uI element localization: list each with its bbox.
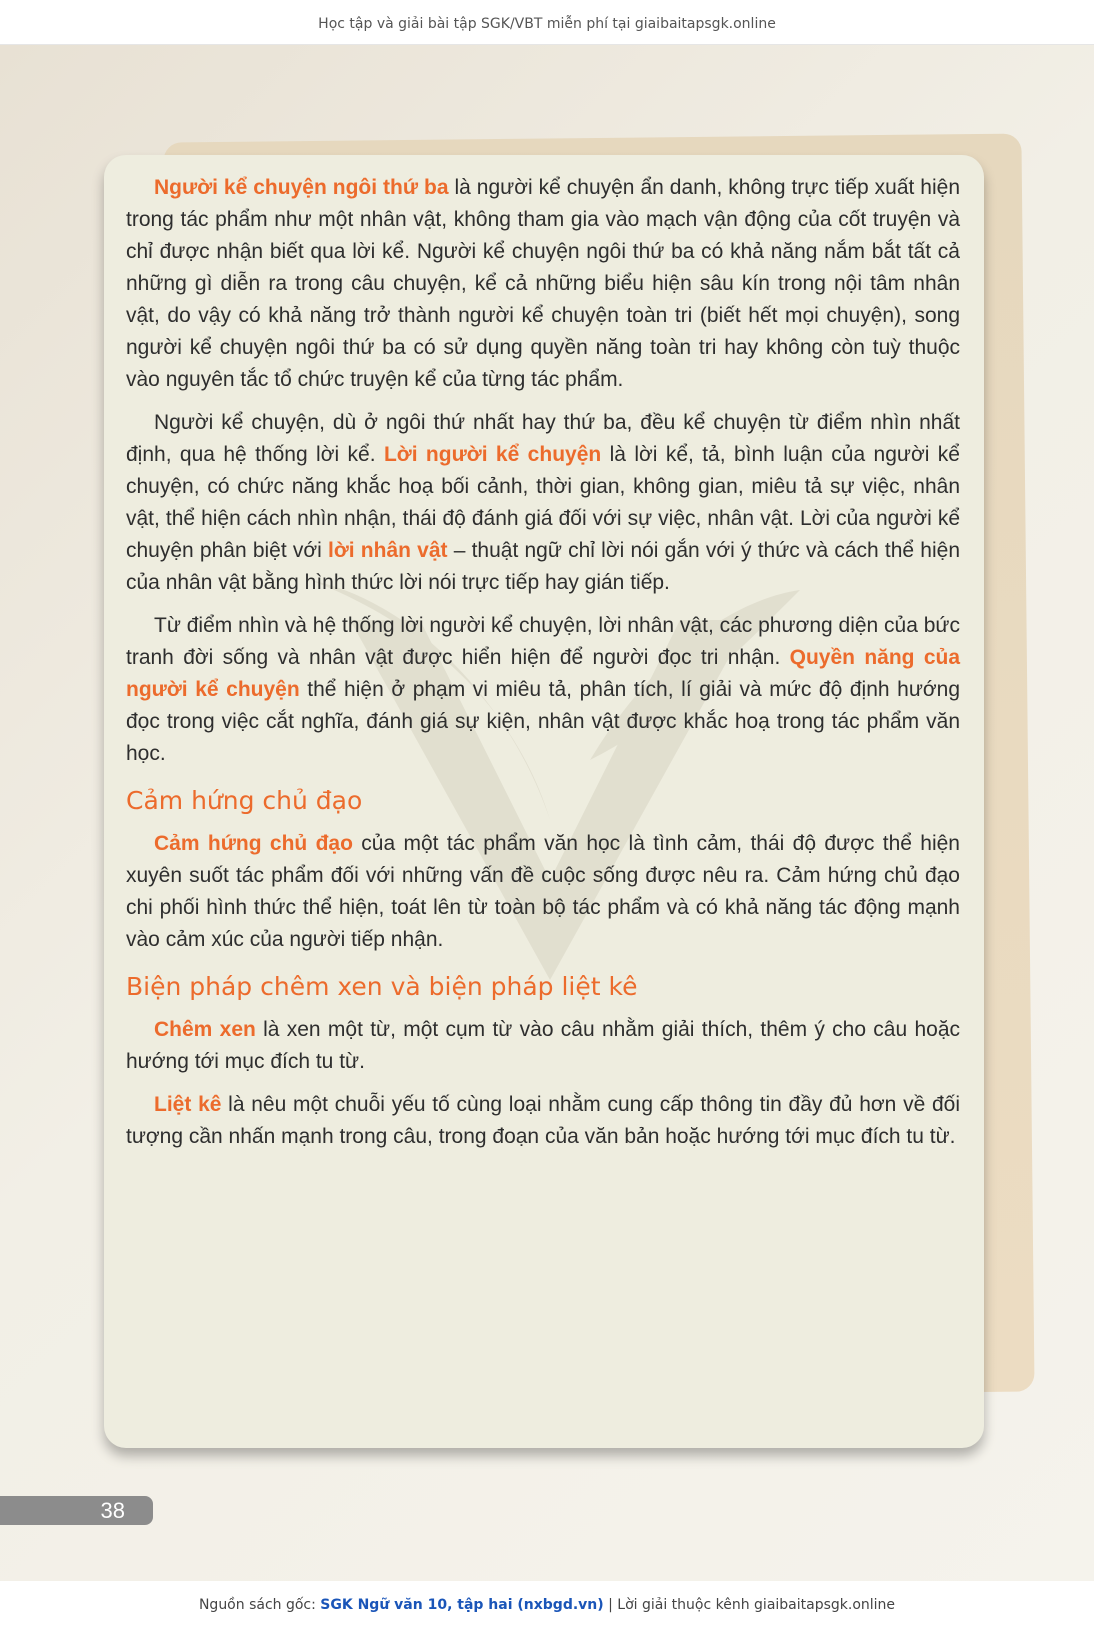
paragraph-insertion <box>126 1014 960 1078</box>
paragraph-narrator-power <box>126 610 960 770</box>
keyword-insertion: Chêm xen <box>154 1018 256 1041</box>
paragraph-text: là xen một từ, một cụm từ vào câu nhằm giải thích, thêm ý cho câu hoặc hướng tới mục đích tu từ. <box>126 1018 960 1073</box>
keyword-narrator-speech: Lời người kể chuyện <box>383 443 602 466</box>
paragraph-dominant-inspiration <box>126 828 960 956</box>
paragraph-text: là người kể chuyện ẩn danh, không trực tiếp xuất hiện trong tác phẩm như một nhân vật, không tham gia vào mạch vận động của cốt truyện và chỉ được nhận biết qua lời kể. Người kể chuyện ngôi thứ ba có khả năng nắm bắt tất cả những gì diễn ra trong câu chuyện, kể cả những biểu hiện sâu kín trong nội tâm nhân vật, do vậy có khả năng trở thành người kể chuyện toàn tri (biết hết mọi chuyện), song người kể chuyện ngôi thứ ba có sử dụng quyền năng toàn tri hay không còn tuỳ thuộc vào nguyên tắc tổ chức truyện kể của từng tác phẩm. <box>126 176 960 391</box>
paragraph-text: của một tác phẩm văn học là tình cảm, thái độ được thể hiện xuyên suốt tác phẩm đối với những vấn đề cuộc sống được nêu ra. Cảm hứng chủ đạo chi phối hình thức thể hiện, toát lên từ toàn bộ tác phẩm và có khả năng tác động mạnh vào cảm xúc của người tiếp nhận. <box>126 832 960 951</box>
page-number-tab <box>0 1496 153 1525</box>
paragraph-enumeration <box>126 1089 960 1153</box>
footer-source-link[interactable]: SGK Ngữ văn 10, tập hai (nxbgd.vn) <box>320 1597 604 1613</box>
keyword-character-speech: lời nhân vật <box>328 539 448 562</box>
site-header-text: Học tập và giải bài tập SGK/VBT miễn phí tại giaibaitapsgk.online <box>318 16 776 32</box>
keyword-third-person-narrator: Người kể chuyện ngôi thứ ba <box>154 176 449 199</box>
heading-dominant-inspiration: Cảm hứng chủ đạo <box>126 786 363 815</box>
site-footer <box>0 1581 1094 1626</box>
keyword-narrator-power: Quyền năng của người kể chuyện <box>126 646 961 701</box>
paragraph-text: – thuật ngữ chỉ lời nói gắn với ý thức và cách thể hiện của nhân vật bằng hình thức lời nói trực tiếp hay gián tiếp. <box>126 539 961 594</box>
footer-prefix: Nguồn sách gốc: <box>198 1597 321 1613</box>
page-content <box>126 172 960 1164</box>
paragraph-text: Từ điểm nhìn và hệ thống lời người kể chuyện, lời nhân vật, các phương diện của bức tranh đời sống và nhân vật được hiển hiện để người đọc tri nhận. <box>126 614 960 669</box>
keyword-dominant-inspiration: Cảm hứng chủ đạo <box>154 832 353 855</box>
paragraph-narrator-speech <box>126 407 960 599</box>
paragraph-text: Người kể chuyện, dù ở ngôi thứ nhất hay thứ ba, đều kể chuyện từ điểm nhìn nhất định, qua hệ thống lời kể. <box>126 411 960 466</box>
site-header <box>0 0 1094 45</box>
paragraph-text: thể hiện ở phạm vi miêu tả, phân tích, lí giải và mức độ định hướng đọc trong việc cắt nghĩa, đánh giá sự kiện, nhân vật được khắc hoạ trong tác phẩm văn học. <box>126 678 961 765</box>
paragraph-text: là nêu một chuỗi yếu tố cùng loại nhằm cung cấp thông tin đầy đủ hơn về đối tượng cần nhấn mạnh trong câu, trong đoạn của văn bản hoặc hướng tới mục đích tu từ. <box>126 1093 961 1148</box>
page-number: 38 <box>100 1498 125 1523</box>
paragraph-text: là lời kể, tả, bình luận của người kể chuyện, có chức năng khắc hoạ bối cảnh, thời gian, không gian, miêu tả sự việc, nhân vật, thể hiện cách nhìn nhận, thái độ đánh giá đối với sự việc, nhân vật. Lời của người kể chuyện phân biệt với <box>126 443 960 562</box>
footer-suffix: | Lời giải thuộc kênh giaibaitapsgk.online <box>603 1597 896 1613</box>
paragraph-third-person-narrator <box>126 172 960 396</box>
keyword-enumeration: Liệt kê <box>154 1093 222 1116</box>
heading-insertion-enumeration: Biện pháp chêm xen và biện pháp liệt kê <box>126 972 638 1001</box>
